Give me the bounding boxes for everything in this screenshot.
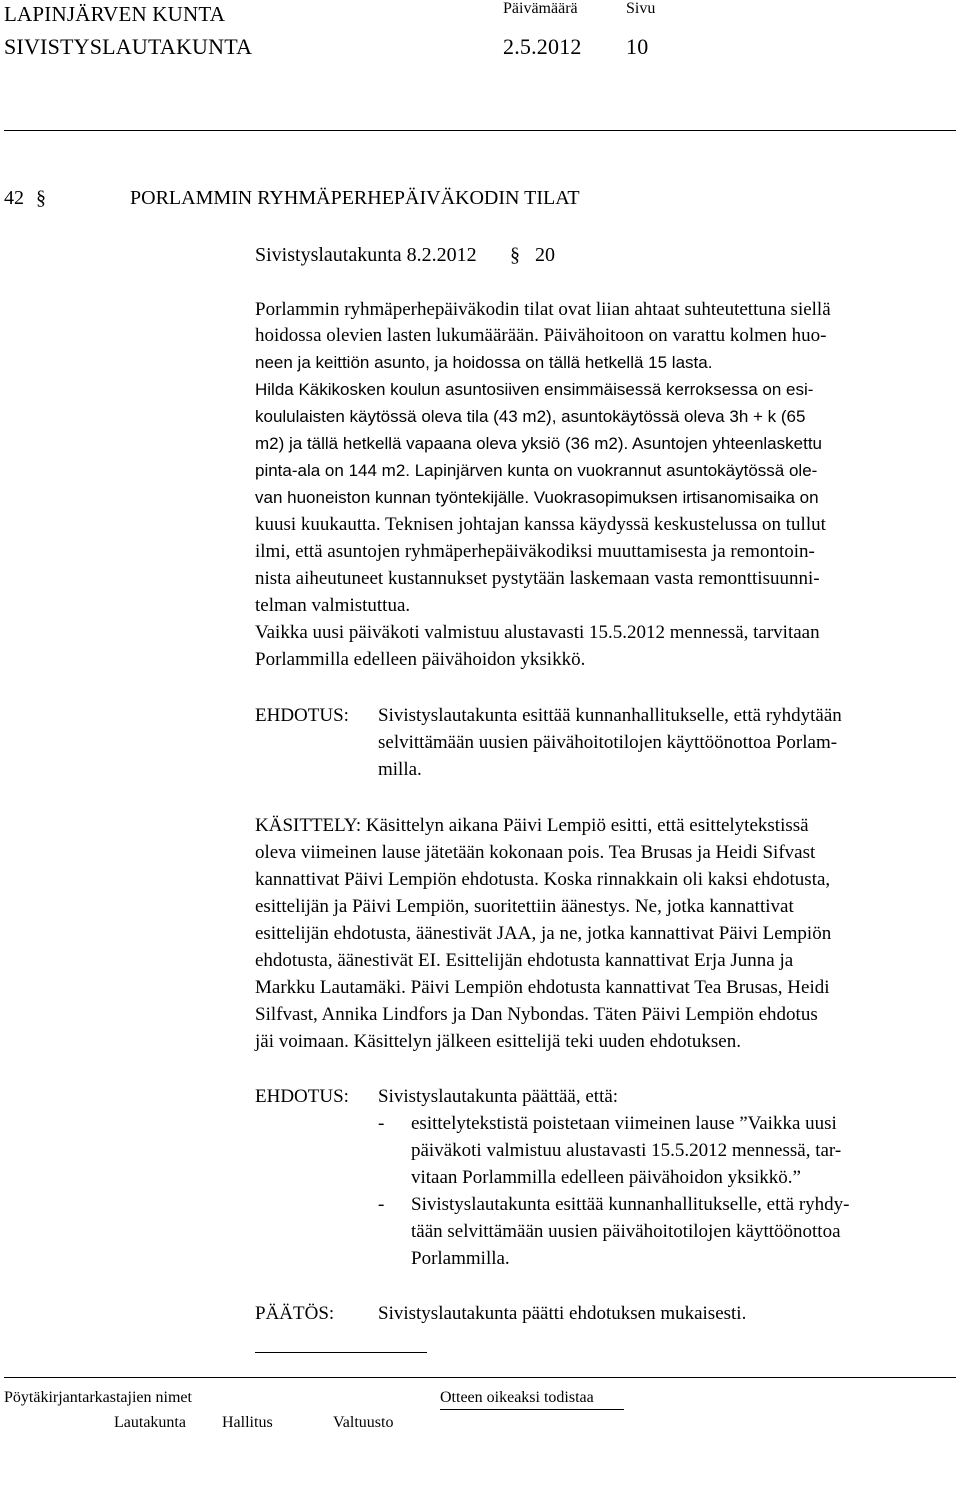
body-line: van huoneiston kunnan työntekijälle. Vuokrasopimuksen irtisanomisaika on [255,488,819,507]
proposal-line: Sivistyslautakunta esittää kunnanhallitukselle, että ryhdytään [378,705,842,726]
handling-line: esittelijän ja Päivi Lempiön, suoritettiin äänestys. Ne, jotka kannattivat [255,896,794,917]
handling-line: KÄSITTELY: Käsittelyn aikana Päivi Lempiö esitti, että esittelytekstissä [255,815,809,836]
body-line: Hilda Käkikosken koulun asuntosiiven ensimmäisessä kerroksessa on esi- [255,380,814,399]
handling-line: ehdotusta, äänestivät EI. Esittelijän ehdotusta kannattivat Erja Junna ja [255,950,794,971]
body-line: pinta-ala on 144 m2. Lapinjärven kunta on vuokrannut asuntokäytössä ole- [255,461,818,480]
reference-number: 20 [535,244,555,266]
meeting-date: 2.5.2012 [503,34,582,59]
date-label: Päivämäärä [503,0,578,17]
page-number: 10 [626,34,649,59]
page-label: Sivu [626,0,656,17]
list-item-line: tään selvittämään uusien päivähoitotilojen käyttöönottoa [411,1221,841,1242]
decision-label: PÄÄTÖS: [255,1303,335,1324]
list-item-line: Porlammilla. [411,1248,510,1269]
handling-line: esittelijän ehdotusta, äänestivät JAA, ja ne, jotka kannattivat Päivi Lempiön [255,923,832,944]
body-line: Porlammilla edelleen päivähoidon yksikkö. [255,649,586,670]
body-line: Vaikka uusi päiväkoti valmistuu alustavasti 15.5.2012 mennessä, tarvitaan [255,622,820,643]
body-lautakunta: Lautakunta [114,1414,186,1431]
list-item-line: päiväkoti valmistuu alustavasti 15.5.2012 mennessä, tar- [411,1140,842,1161]
list-item-line: Sivistyslautakunta esittää kunnanhallitukselle, että ryhdy- [411,1194,850,1215]
handling-line: kannattivat Päivi Lempiön ehdotusta. Koska rinnakkain oli kaksi ehdotusta, [255,869,831,890]
header-divider [4,130,956,131]
proposal-label: EHDOTUS: [255,1086,349,1107]
proposal-intro: Sivistyslautakunta päättää, että: [378,1086,619,1107]
body-valtuusto: Valtuusto [333,1414,394,1431]
list-item-line: vitaan Porlammilla edelleen päivähoidon yksikkö.” [411,1167,801,1188]
handling-line: jäi voimaan. Käsittelyn jälkeen esittelijä teki uuden ehdotuksen. [255,1031,741,1052]
municipality-name: LAPINJÄRVEN KUNTA [4,2,226,26]
body-line: neen ja keittiön asunto, ja hoidossa on tällä hetkellä 15 lasta. [255,353,713,372]
body-hallitus: Hallitus [222,1414,273,1431]
reference-symbol: § [510,244,520,266]
body-line: Porlammin ryhmäperhepäiväkodin tilat ovat liian ahtaat suhteutettuna siellä [255,299,831,320]
decision-text: Sivistyslautakunta päätti ehdotuksen mukaisesti. [378,1303,747,1324]
handling-line: Markku Lautamäki. Päivi Lempiön ehdotusta kannattivat Tea Brusas, Heidi [255,977,830,998]
body-line: telman valmistuttua. [255,595,411,616]
section-symbol: § [36,187,46,209]
checkers-label: Pöytäkirjantarkastajien nimet [4,1389,192,1406]
handling-line: Silfvast, Annika Lindfors ja Dan Nybondas. Täten Päivi Lempiön ehdotus [255,1004,818,1025]
body-line: hoidossa olevien lasten lukumäärään. Päivähoitoon on varattu kolmen huo- [255,325,827,346]
proposal-label: EHDOTUS: [255,705,349,726]
body-line: kuusi kuukautta. Teknisen johtajan kanssa käydyssä keskustelussa on tullut [255,514,826,535]
handling-line: oleva viimeinen lause jätetään kokonaan pois. Tea Brusas ja Heidi Sifvast [255,842,816,863]
list-item-line: esittelytekstistä poistetaan viimeinen lause ”Vaikka uusi [411,1113,837,1134]
body-line: m2) ja tällä hetkellä vapaana oleva yksiö (36 m2). Asuntojen yhteenlaskettu [255,434,822,453]
proposal-line: milla. [378,759,422,780]
board-name: SIVISTYSLAUTAKUNTA [4,34,253,59]
body-line: ilmi, että asuntojen ryhmäperhepäiväkodiksi muuttamisesta ja remontoin- [255,541,815,562]
list-dash: - [378,1113,385,1134]
reference-text: Sivistyslautakunta 8.2.2012 [255,244,477,266]
certified-label: Otteen oikeaksi todistaa [440,1389,594,1406]
proposal-line: selvittämään uusien päivähoitotilojen käyttöönottoa Porlam- [378,732,838,753]
body-line: koululaisten käytössä oleva tila (43 m2), asuntokäytössä oleva 3h + k (65 [255,407,806,426]
footer-divider [4,1377,956,1378]
section-number: 42 [4,187,24,209]
certified-underline [440,1409,624,1410]
list-dash: - [378,1194,385,1215]
section-title: PORLAMMIN RYHMÄPERHEPÄIVÄKODIN TILAT [130,187,580,209]
end-rule [255,1352,427,1353]
body-line: nista aiheutuneet kustannukset pystytään laskemaan vasta remonttisuunni- [255,568,820,589]
